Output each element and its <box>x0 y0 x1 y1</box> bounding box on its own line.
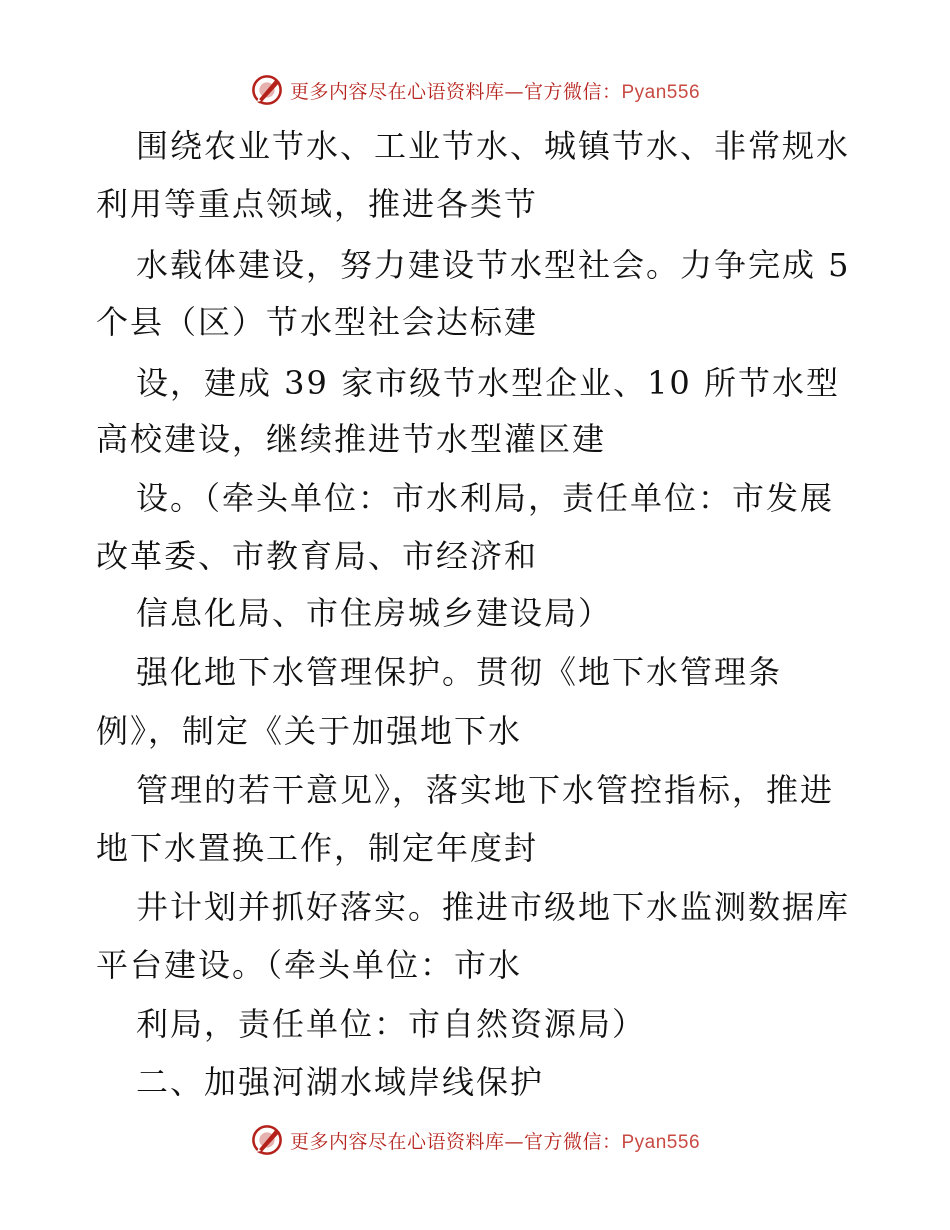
text-line: 利用等重点领域，推进各类节 <box>96 185 539 223</box>
section-heading: 二、加强河湖水域岸线保护 <box>136 1063 545 1101</box>
text-line: 地下水置换工作，制定年度封 <box>96 829 539 867</box>
text-line: 管理的若干意见》，落实地下水管控指标，推进 <box>136 771 835 809</box>
text-line: 强化地下水管理保护。贯彻《地下水管理条 <box>136 653 783 691</box>
text-line: 个县（区）节水型社会达标建 <box>96 303 539 341</box>
watermark-text: 更多内容尽在心语资料库—官方微信：Pyan556 <box>289 1130 701 1153</box>
text-line: 设。（牵头单位：市水利局，责任单位：市发展 <box>136 479 835 517</box>
text-line: 设，建成 39 家市级节水型企业、10 所节水型 <box>136 364 840 402</box>
text-line: 信息化局、市住房城乡建设局） <box>136 594 613 632</box>
watermark-handle: Pyan556 <box>621 1131 701 1153</box>
pen-logo-icon <box>250 1123 284 1157</box>
text-line: 围绕农业节水、工业节水、城镇节水、非常规水 <box>136 127 851 165</box>
text-line: 例》，制定《关于加强地下水 <box>96 712 523 750</box>
text-line: 利局，责任单位：市自然资源局） <box>136 1005 647 1043</box>
text-line: 高校建设，继续推进节水型灌区建 <box>96 420 607 458</box>
watermark-text: 更多内容尽在心语资料库—官方微信：Pyan556 <box>289 80 701 103</box>
text-line: 改革委、市教育局、市经济和 <box>96 537 539 575</box>
text-line: 井计划并抓好落实。推进市级地下水监测数据库 <box>136 888 851 926</box>
watermark-handle: Pyan556 <box>621 81 701 103</box>
pen-logo-icon <box>250 73 284 107</box>
header-watermark <box>0 70 950 110</box>
text-line: 水载体建设，努力建设节水型社会。力争完成 5 <box>136 246 851 284</box>
footer-watermark <box>0 1120 950 1160</box>
text-line: 平台建设。（牵头单位：市水 <box>96 946 523 984</box>
